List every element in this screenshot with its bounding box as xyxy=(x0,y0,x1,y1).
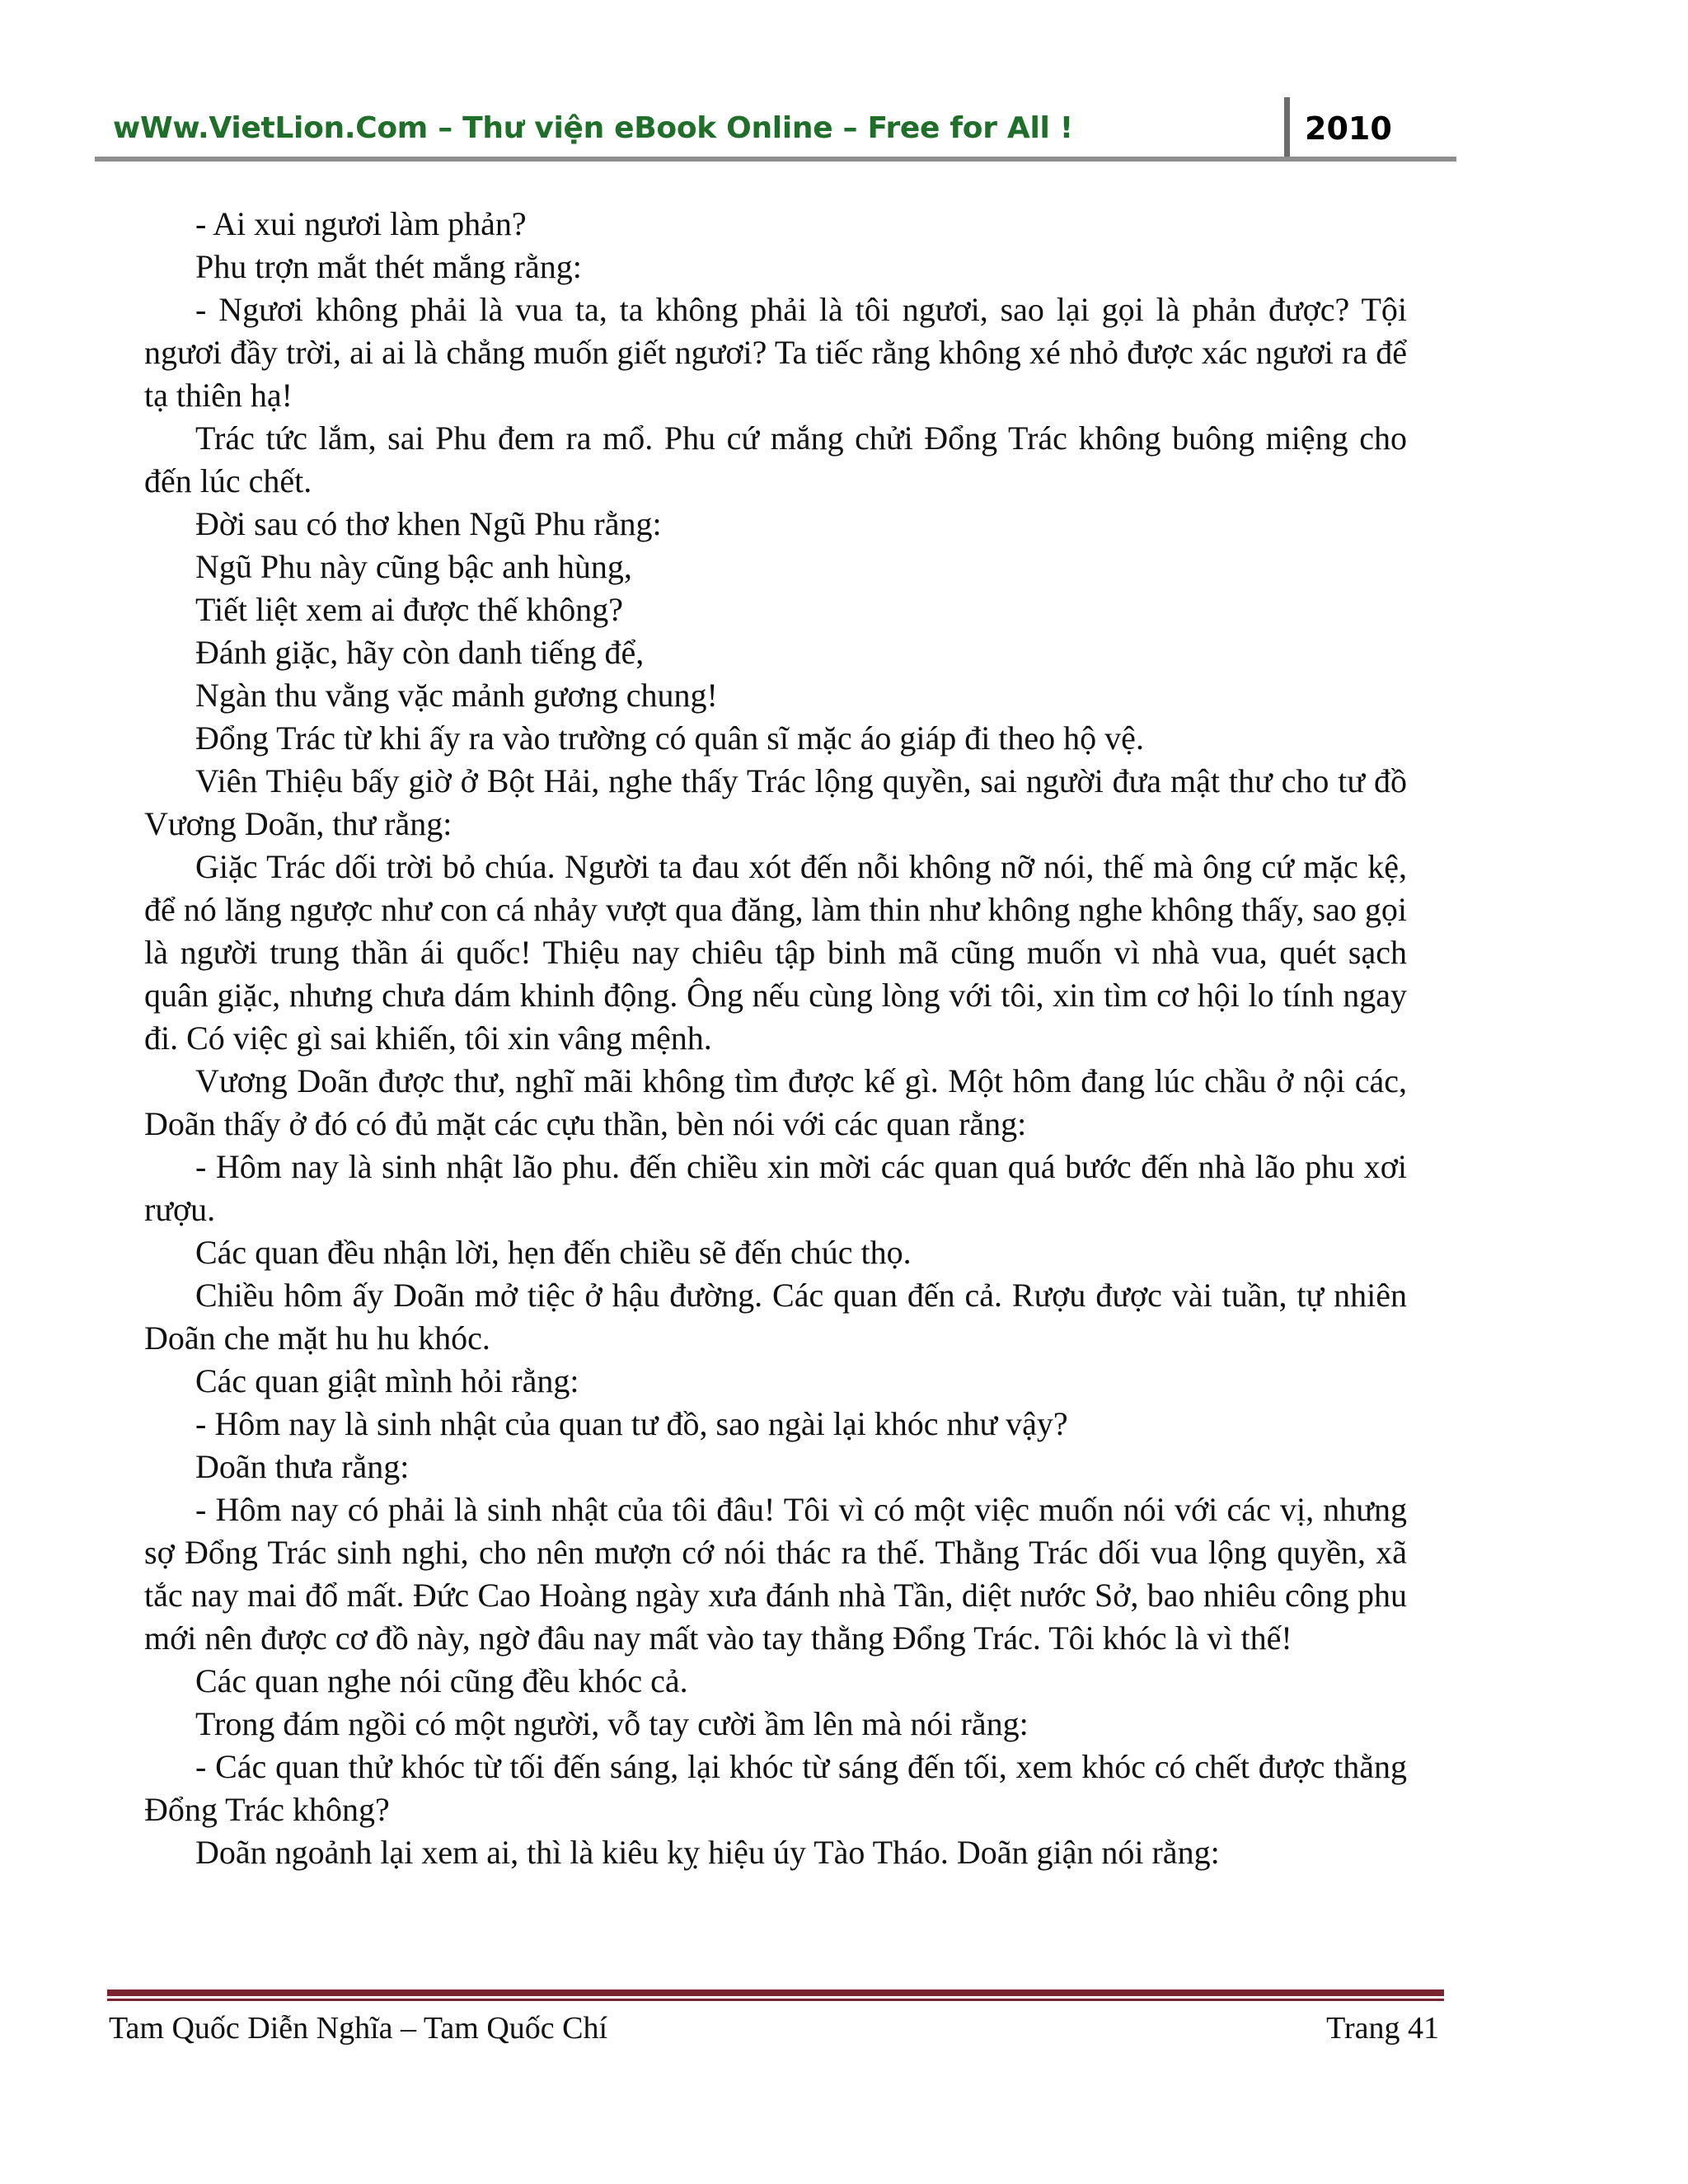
paragraph: - Ngươi không phải là vua ta, ta không phải là tôi ngươi, sao lại gọi là phản được? Tội ngươi đầy trời, ai ai là chẳng muốn giết ngươi? Ta tiếc rằng không xé nhỏ được xác ngươi ra để tạ thiên hạ! xyxy=(144,291,1407,414)
header-rule xyxy=(95,157,1456,162)
footer-book-title: Tam Quốc Diễn Nghĩa – Tam Quốc Chí xyxy=(109,2011,608,2046)
paragraph: Doãn ngoảnh lại xem ai, thì là kiêu kỵ hiệu úy Tào Tháo. Doãn giận nói rằng: xyxy=(195,1834,1220,1871)
paragraph: Đổng Trác từ khi ấy ra vào trường có quân sĩ mặc áo giáp đi theo hộ vệ. xyxy=(195,719,1144,757)
footer-rule xyxy=(107,1990,1444,2001)
header-vertical-divider xyxy=(1284,97,1290,160)
footer-page-number: Trang 41 xyxy=(1326,2011,1439,2046)
paragraph: - Hôm nay là sinh nhật của quan tư đồ, sao ngài lại khóc như vậy? xyxy=(195,1405,1068,1442)
body-text xyxy=(144,203,1407,1874)
header-title: wWw.VietLion.Com – Thư viện eBook Online – Free for All ! xyxy=(113,111,1073,145)
paragraph: Giặc Trác dối trời bỏ chúa. Người ta đau xót đến nỗi không nỡ nói, thế mà ông cứ mặc kệ, để nó lăng ngược như con cá nhảy vượt qua đăng, làm thin như không nghe không thấy, sao gọi là người trung thần ái quốc! Thiệu nay chiêu tập binh mã cũng muốn vì nhà vua, quét sạch quân giặc, nhưng chưa dám khinh động. Ông nếu cùng lòng với tôi, xin tìm cơ hội lo tính ngay đi. Có việc gì sai khiến, tôi xin vâng mệnh. xyxy=(144,848,1407,1057)
poem-line: Ngũ Phu này cũng bậc anh hùng, xyxy=(195,548,632,585)
footer-rule-thick xyxy=(107,1990,1444,1996)
header-year: 2010 xyxy=(1305,110,1392,147)
footer-rule-thin xyxy=(107,1999,1444,2001)
paragraph: Viên Thiệu bấy giờ ở Bột Hải, nghe thấy Trác lộng quyền, sai người đưa mật thư cho tư đồ Vương Doãn, thư rằng: xyxy=(144,762,1407,842)
paragraph: - Hôm nay có phải là sinh nhật của tôi đâu! Tôi vì có một việc muốn nói với các vị, nhưng sợ Đổng Trác sinh nghi, cho nên mượn cớ nói thác ra thế. Thằng Trác dối vua lộng quyền, xã tắc nay mai đổ mất. Đức Cao Hoàng ngày xưa đánh nhà Tần, diệt nước Sở, bao nhiêu công phu mới nên được cơ đồ này, ngờ đâu nay mất vào tay thằng Đổng Trác. Tôi khóc là vì thế! xyxy=(144,1491,1407,1657)
paragraph: Các quan giật mình hỏi rằng: xyxy=(195,1362,579,1399)
paragraph: Đời sau có thơ khen Ngũ Phu rằng: xyxy=(195,505,662,542)
paragraph: Trong đám ngồi có một người, vỗ tay cười ầm lên mà nói rằng: xyxy=(195,1705,1029,1742)
paragraph: Doãn thưa rằng: xyxy=(195,1448,410,1485)
paragraph: Chiều hôm ấy Doãn mở tiệc ở hậu đường. Các quan đến cả. Rượu được vài tuần, tự nhiên Doãn che mặt hu hu khóc. xyxy=(144,1277,1407,1357)
paragraph: Phu trợn mắt thét mắng rằng: xyxy=(195,248,582,285)
page-header xyxy=(95,105,1456,160)
poem-line: Tiết liệt xem ai được thế không? xyxy=(195,591,624,628)
paragraph: Trác tức lắm, sai Phu đem ra mổ. Phu cứ mắng chửi Đổng Trác không buông miệng cho đến lúc chết. xyxy=(144,419,1407,499)
poem-line: Đánh giặc, hãy còn danh tiếng để, xyxy=(195,634,645,671)
poem-line: Ngàn thu vằng vặc mảnh gương chung! xyxy=(195,677,718,714)
paragraph: - Các quan thử khóc từ tối đến sáng, lại khóc từ sáng đến tối, xem khóc có chết được thằng Đổng Trác không? xyxy=(144,1748,1407,1828)
paragraph: Các quan nghe nói cũng đều khóc cả. xyxy=(195,1662,688,1699)
paragraph: - Hôm nay là sinh nhật lão phu. đến chiều xin mời các quan quá bước đến nhà lão phu xơi rượu. xyxy=(144,1148,1407,1228)
paragraph: - Ai xui ngươi làm phản? xyxy=(195,205,527,242)
paragraph: Các quan đều nhận lời, hẹn đến chiều sẽ đến chúc thọ. xyxy=(195,1234,912,1271)
paragraph: Vương Doãn được thư, nghĩ mãi không tìm được kế gì. Một hôm đang lúc chầu ở nội các, Doãn thấy ở đó có đủ mặt các cựu thần, bèn nói với các quan rằng: xyxy=(144,1062,1407,1142)
